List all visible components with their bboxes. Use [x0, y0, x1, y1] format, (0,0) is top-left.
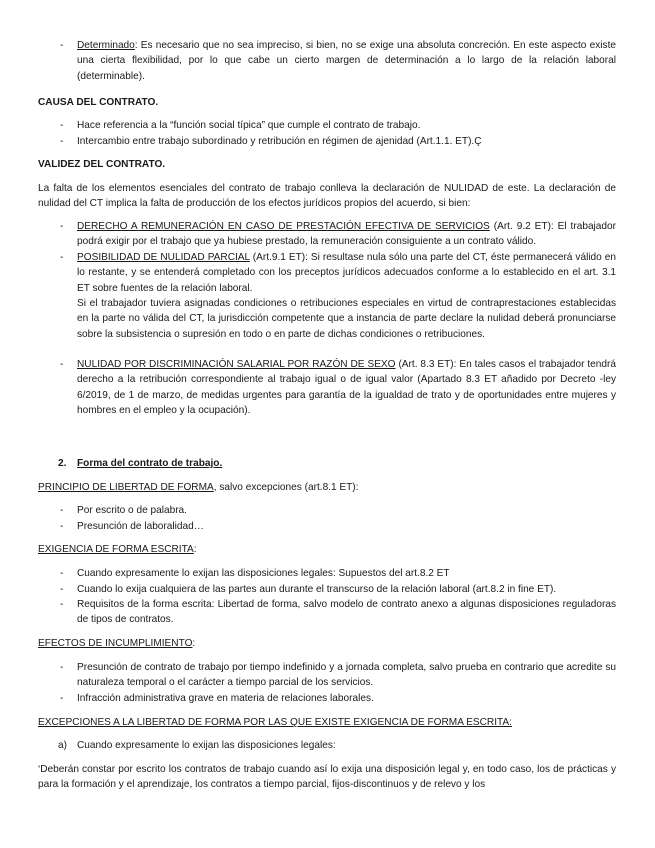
- bullet-dash: -: [60, 568, 64, 579]
- bullet-dash: -: [60, 252, 64, 263]
- section-number: 2.: [58, 458, 67, 469]
- principio-line: [38, 480, 616, 495]
- bullet-dash: -: [60, 599, 64, 610]
- principio-text: , salvo excepciones (art.8.1 ET):: [213, 482, 359, 493]
- causa-item-text: Intercambio entre trabajo subordinado y retribución en régimen de ajenidad (Art.1.1. ET).Ç: [77, 136, 482, 147]
- validez-heading: VALIDEZ DEL CONTRATO.: [38, 159, 166, 170]
- principio-term: PRINCIPIO DE LIBERTAD DE FORMA: [38, 482, 214, 493]
- causa-item: [60, 118, 616, 133]
- determinado-text: : Es necesario que no sea impreciso, si bien, no se exige una absoluta concreción. En este aspecto existe una cierta flexibilidad, por lo que cabe un cierto margen de determinación a lo largo de la relación laboral (determinable).: [77, 40, 616, 82]
- exigencia-colon: :: [193, 544, 197, 555]
- efectos-heading-line: [38, 636, 616, 651]
- bullet-dash: -: [60, 136, 64, 147]
- determinado-term: Determinado: [77, 40, 135, 51]
- validez-intro: La falta de los elementos esenciales del contrato de trabajo conlleva la declaración de NULIDAD de este. La declaración de nulidad del CT implica la falta de producción de los efectos jurídicos propios del acuerdo, si bien:: [38, 183, 616, 210]
- excepcion-a: [58, 738, 616, 753]
- validez-item-term: DERECHO A REMUNERACIÓN EN CASO DE PRESTACIÓN EFECTIVA DE SERVICIOS: [77, 221, 490, 232]
- efectos-item-text: Presunción de contrato de trabajo por tiempo indefinido y a jornada completa, salvo prueba en contrario que acredite su naturaleza temporal o el carácter a tiempo parcial de los servicios.: [77, 662, 616, 689]
- exigencia-item-text: Cuando expresamente lo exijan las disposiciones legales: Supuestos del art.8.2 ET: [77, 568, 450, 579]
- bullet-dash: -: [60, 505, 64, 516]
- validez-item-text: (Art.9.1 ET): Si resultase nula sólo una parte del CT, éste permanecerá válido en lo restante, y se entenderá completado con los preceptos jurídicos adecuados conforme a lo establecido en el art. 3.1 ET sobre fuentes de la relación laboral.: [77, 252, 617, 294]
- validez-item: [60, 357, 616, 418]
- validez-item-term: POSIBILIDAD DE NULIDAD PARCIAL: [77, 252, 250, 263]
- efectos-item: [60, 660, 616, 691]
- validez-item-text: (Art. 9.2 ET): El trabajador podrá exigir por el trabajo que ya hubiese prestado, la remuneración consiguiente a un contrato válido.: [77, 221, 617, 248]
- causa-heading: CAUSA DEL CONTRATO.: [38, 97, 159, 108]
- exigencia-item: [60, 582, 616, 597]
- exigencia-item: [60, 566, 616, 581]
- bullet-dash: -: [60, 221, 64, 232]
- validez-item-extra: Si el trabajador tuviera asignadas condiciones o retribuciones especiales en virtud de contraprestaciones establecidas en la parte no válida del CT, la jurisdicción competente que a instancia de parte declare la nulidad deberá pronunciarse sobre la subsistencia o supresión en todo o en parte de dichas condiciones o retribuciones.: [77, 298, 616, 340]
- excepcion-a-text: Cuando expresamente lo exijan las disposiciones legales:: [77, 740, 336, 751]
- causa-item: [60, 134, 616, 149]
- validez-item-term: NULIDAD POR DISCRIMINACIÓN SALARIAL POR RAZÓN DE SEXO: [77, 359, 396, 370]
- principio-item: [60, 503, 616, 518]
- efectos-item-text: Infracción administrativa grave en materia de relaciones laborales.: [77, 693, 374, 704]
- list-marker: a): [58, 740, 67, 751]
- bullet-dash: -: [60, 662, 64, 673]
- bullet-dash: -: [60, 40, 64, 51]
- section-title: Forma del contrato de trabajo.: [77, 458, 223, 469]
- causa-item-text: Hace referencia a la “función social típica” que cumple el contrato de trabajo.: [77, 120, 421, 131]
- principio-item-text: Por escrito o de palabra.: [77, 505, 187, 516]
- validez-item: [60, 250, 617, 296]
- efectos-colon: :: [192, 638, 196, 649]
- exigencia-item-text: Cuando lo exija cualquiera de las partes aun durante el transcurso de la relación laboral (art.8.2 in fine ET).: [77, 584, 557, 595]
- section-2-title: [58, 456, 616, 471]
- principio-item: [60, 519, 616, 534]
- efectos-item: [60, 691, 616, 706]
- bullet-dash: -: [60, 693, 64, 704]
- bullet-dash: -: [60, 359, 64, 370]
- bullet-dash: -: [60, 120, 64, 131]
- efectos-heading: EFECTOS DE INCUMPLIMIENTO: [38, 638, 193, 649]
- principio-item-text: Presunción de laboralidad…: [77, 521, 204, 532]
- exigencia-heading-line: [38, 542, 616, 557]
- bullet-dash: -: [60, 584, 64, 595]
- exigencia-heading: EXIGENCIA DE FORMA ESCRITA: [38, 544, 194, 555]
- exigencia-item: [60, 597, 616, 628]
- quote-paragraph: ‘Deberán constar por escrito los contratos de trabajo cuando así lo exija una disposición legal y, en todo caso, los de prácticas y para la formación y el aprendizaje, los contratos a tiempo parcial, fijos-discontinuos y de relevo y los: [38, 764, 616, 791]
- bullet-dash: -: [60, 521, 64, 532]
- validez-item-text: (Art. 8.3 ET): En tales casos el trabajador tendrá derecho a la retribución correspondiente al trabajo igual o de igual valor (Apartado 8.3 ET añadido por Decreto -ley 6/2019, de 1 de marzo, de medidas urgentes para garantía de la igualdad de trato y de oportunidades entre mujeres y hombres en el empleo y la ocupación).: [77, 359, 616, 416]
- excepciones-heading: EXCEPCIONES A LA LIBERTAD DE FORMA POR LAS QUE EXISTE EXIGENCIA DE FORMA ESCRITA:: [38, 717, 512, 728]
- exigencia-item-text: Requisitos de la forma escrita: Libertad de forma, salvo modelo de contrato anexo a algunas disposiciones reguladoras de tipos de contratos.: [77, 599, 616, 626]
- validez-item: [60, 219, 617, 250]
- determinado-item: [60, 38, 616, 84]
